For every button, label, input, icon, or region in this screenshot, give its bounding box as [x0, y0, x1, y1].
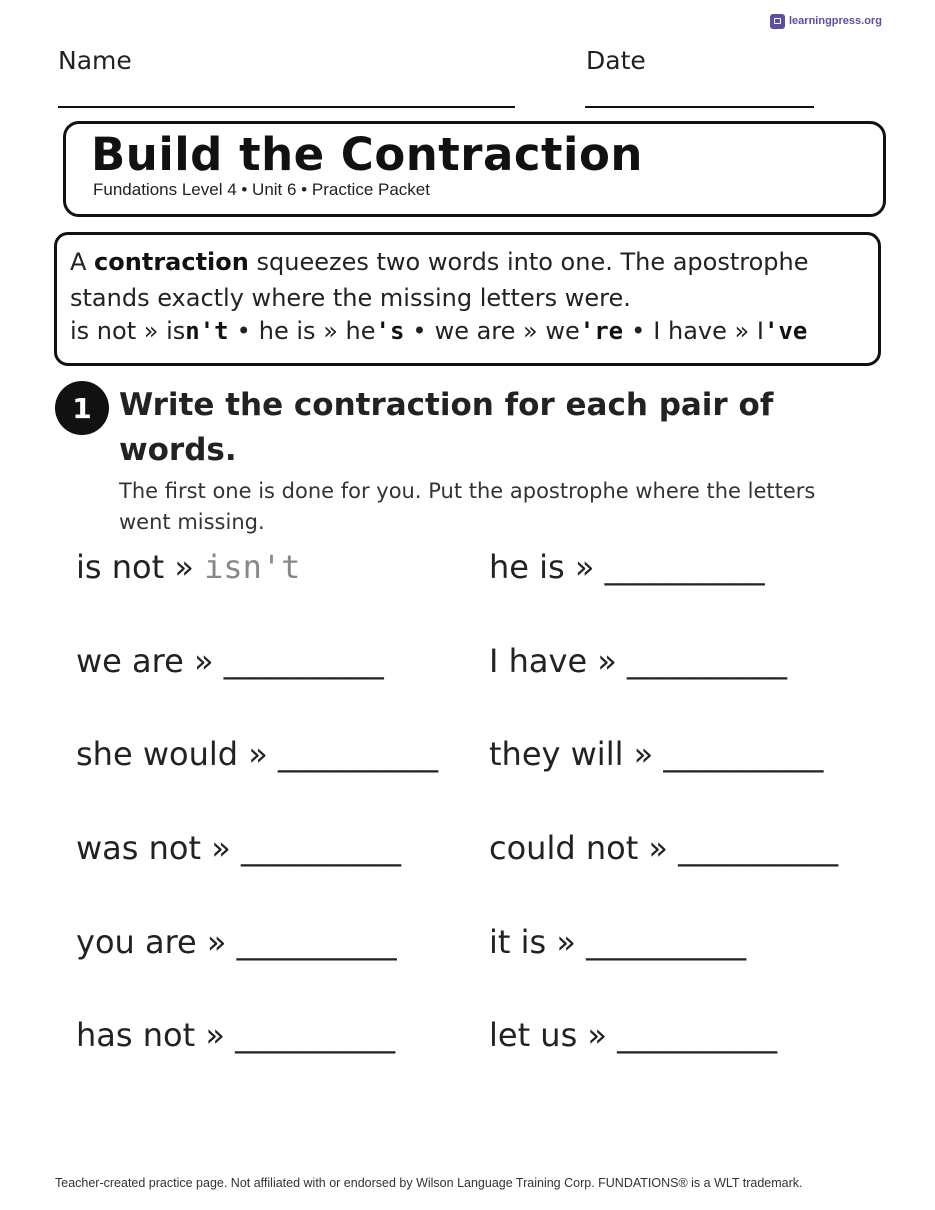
learningpress-logo-icon	[770, 14, 785, 29]
example-item: we are » we're	[434, 317, 624, 345]
section-number-badge: 1	[55, 381, 109, 435]
name-line[interactable]	[58, 106, 515, 108]
item-is-not[interactable]: is not » isn't	[76, 548, 301, 586]
name-label: Name	[58, 46, 132, 75]
item-they-will[interactable]: they will » __________	[489, 735, 824, 773]
example-item: is not » isn't	[70, 317, 229, 345]
item-we-are[interactable]: we are » __________	[76, 642, 384, 680]
item-she-would[interactable]: she would » __________	[76, 735, 438, 773]
example-item: I have » I've	[653, 317, 808, 345]
footer-disclaimer: Teacher-created practice page. Not affiliated with or endorsed by Wilson Language Training Corp. FUNDATIONS® is a WLT trademark.	[55, 1176, 803, 1190]
item-you-are[interactable]: you are » __________	[76, 923, 397, 961]
examples-row: is not » isn't • he is » he's • we are » we're • I have » I've	[70, 317, 808, 345]
item-could-not[interactable]: could not » __________	[489, 829, 839, 867]
page-subtitle: Fundations Level 4 • Unit 6 • Practice Packet	[93, 180, 430, 199]
section-sub-instruction: The first one is done for you. Put the apostrophe where the letters went missing.	[119, 479, 816, 534]
info-intro: A contraction squeezes two words into one. The apostrophe stands exactly where the missing letters were.	[70, 248, 809, 312]
item-was-not[interactable]: was not » __________	[76, 829, 401, 867]
date-label: Date	[586, 46, 646, 75]
item-he-is[interactable]: he is » __________	[489, 548, 765, 586]
contraction-term: contraction	[94, 248, 249, 276]
item-let-us[interactable]: let us » __________	[489, 1016, 778, 1054]
section-instruction: Write the contraction for each pair of words.	[119, 387, 774, 468]
item-i-have[interactable]: I have » __________	[489, 642, 788, 680]
item-it-is[interactable]: it is » __________	[489, 923, 747, 961]
date-line[interactable]	[585, 106, 814, 108]
example-item: he is » he's	[258, 317, 405, 345]
brand-link[interactable]	[770, 13, 882, 29]
item-has-not[interactable]: has not » __________	[76, 1016, 396, 1054]
brand-text: learningpress.org	[789, 15, 882, 27]
example-answer: isn't	[204, 548, 301, 586]
page-title: Build the Contraction	[91, 128, 643, 181]
